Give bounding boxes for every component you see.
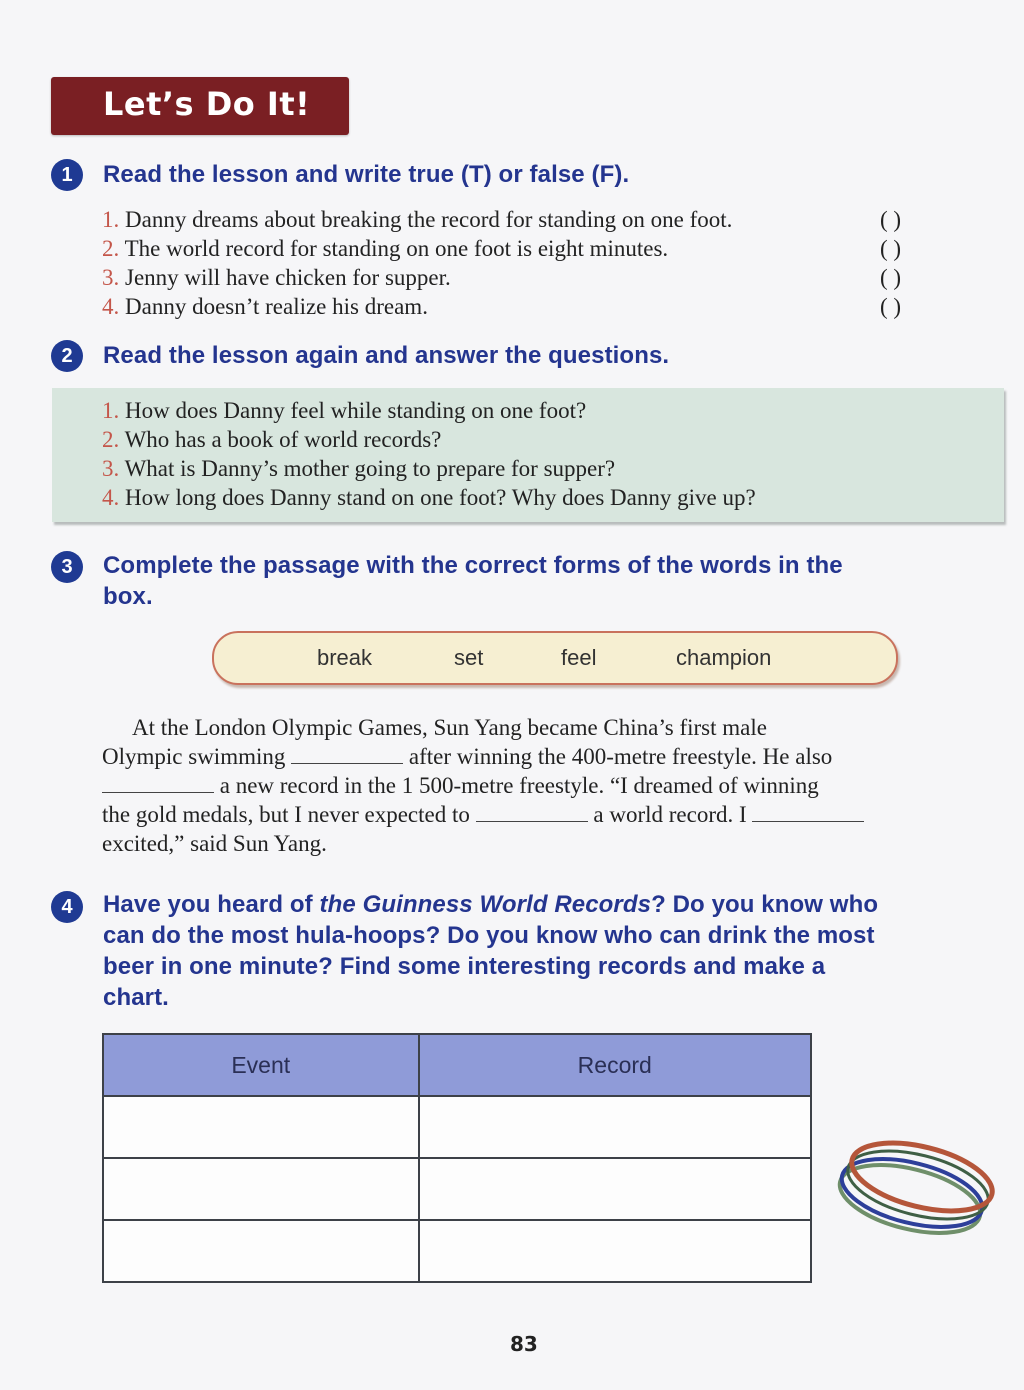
question-item: 3. What is Danny’s mother going to prepare for supper?	[102, 456, 616, 481]
record-cell[interactable]	[419, 1096, 812, 1158]
table-header-row	[103, 1034, 811, 1096]
column-header-event: Event	[103, 1034, 419, 1096]
hula-hoops-icon	[832, 1125, 1002, 1240]
word-option: champion	[676, 645, 772, 670]
exercise-4-instruction: Have you heard of the Guinness World Records? Do you know who can do the most hula-hoops? Do you know who can drink the most beer in one minute? Find some interesting records and make a chart.	[103, 891, 879, 1011]
passage-line: At the London Olympic Games, Sun Yang became China’s first male	[132, 715, 767, 740]
exercise-1-instruction: Read the lesson and write true (T) or false (F).	[103, 161, 630, 188]
tf-answer-box[interactable]: ( )	[880, 265, 902, 290]
word-option: feel	[561, 645, 597, 670]
word-option: break	[317, 645, 373, 670]
tf-item: 2. The world record for standing on one foot is eight minutes.	[102, 236, 669, 261]
word-box	[212, 631, 898, 685]
event-cell[interactable]	[103, 1096, 419, 1158]
answer-blank[interactable]	[102, 772, 214, 793]
question-item: 2. Who has a book of world records?	[102, 427, 442, 452]
question-item: 4. How long does Danny stand on one foot? Why does Danny give up?	[102, 485, 756, 510]
exercise-1-badge: 1	[51, 159, 83, 191]
record-cell[interactable]	[419, 1158, 812, 1220]
tf-answer-box[interactable]: ( )	[880, 294, 902, 319]
records-table	[102, 1033, 812, 1283]
tf-answer-box[interactable]: ( )	[880, 236, 902, 261]
answer-blank[interactable]	[291, 743, 403, 764]
answer-blank[interactable]	[752, 801, 864, 822]
event-cell[interactable]	[103, 1220, 419, 1282]
passage-line: excited,” said Sun Yang.	[102, 831, 327, 856]
question-item: 1. How does Danny feel while standing on one foot?	[102, 398, 587, 423]
tf-answer-box[interactable]: ( )	[880, 207, 902, 232]
exercise-3-badge: 3	[51, 551, 83, 583]
tf-item: 1. Danny dreams about breaking the record for standing on one foot.	[102, 207, 733, 232]
tf-item: 4. Danny doesn’t realize his dream.	[102, 294, 428, 319]
exercise-3-instruction: Complete the passage with the correct forms of the words in the box.	[103, 552, 843, 610]
passage-line: Olympic swimming after winning the 400-metre freestyle. He also	[102, 744, 833, 769]
table-row	[103, 1158, 811, 1220]
exercise-4-badge: 4	[51, 891, 83, 923]
section-title: Let’s Do It!	[103, 85, 311, 123]
answer-blank[interactable]	[476, 801, 588, 822]
page-number: 83	[510, 1332, 538, 1356]
passage-line: the gold medals, but I never expected to a world record. I	[102, 800, 864, 829]
table-row	[103, 1220, 811, 1282]
word-option: set	[454, 645, 484, 670]
exercise-2-instruction: Read the lesson again and answer the questions.	[103, 342, 670, 369]
event-cell[interactable]	[103, 1158, 419, 1220]
column-header-record: Record	[419, 1034, 812, 1096]
exercise-2-badge: 2	[51, 340, 83, 372]
tf-item: 3. Jenny will have chicken for supper.	[102, 265, 451, 290]
table-row	[103, 1096, 811, 1158]
passage-line: a new record in the 1 500-metre freestyle. “I dreamed of winning	[102, 771, 819, 800]
record-cell[interactable]	[419, 1220, 812, 1282]
section-banner	[51, 77, 349, 135]
